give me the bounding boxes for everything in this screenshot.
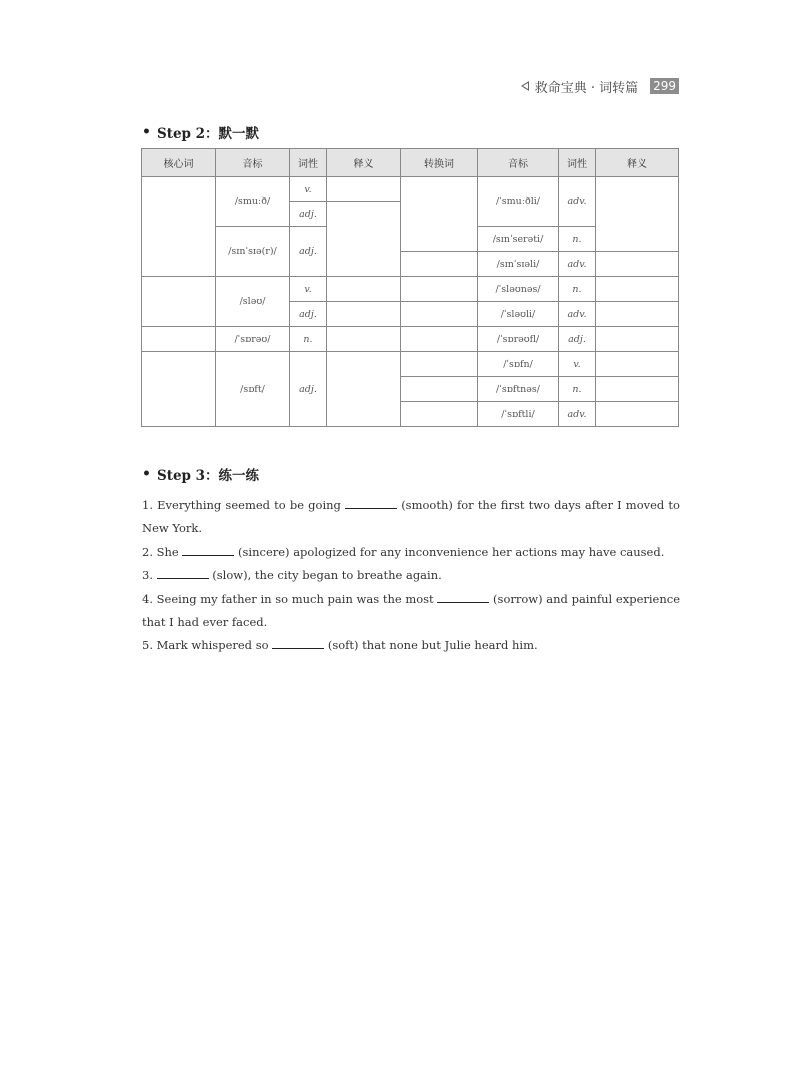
blank-converted-word-cell[interactable] <box>401 402 478 427</box>
exercise-text-before: 4. Seeing my father in so much pain was the most <box>142 591 438 606</box>
converted-pos-cell: adj. <box>559 327 596 352</box>
blank-converted-word-cell[interactable] <box>401 377 478 402</box>
table-row <box>142 277 679 302</box>
converted-phonetic-cell: /sɪnˈsɪəli/ <box>478 252 559 277</box>
blank-converted-meaning-cell[interactable] <box>596 352 679 377</box>
col-header-meaning: 释义 <box>327 149 401 177</box>
pos-cell: adj. <box>290 227 327 277</box>
running-header <box>521 76 679 96</box>
blank-meaning-cell[interactable] <box>327 352 401 427</box>
answer-blank[interactable] <box>437 590 489 603</box>
table-row <box>142 327 679 352</box>
col-header-converted-word: 转换词 <box>401 149 478 177</box>
step3-heading <box>142 464 259 484</box>
converted-phonetic-cell: /ˈsɒrəʊfl/ <box>478 327 559 352</box>
blank-converted-meaning-cell[interactable] <box>596 177 679 252</box>
blank-core-word-cell[interactable] <box>142 277 216 327</box>
blank-meaning-cell[interactable] <box>327 327 401 352</box>
table-row <box>142 177 679 202</box>
pos-cell: adj. <box>290 302 327 327</box>
exercise-text-before: 1. Everything seemed to be going <box>142 498 346 512</box>
phonetic-cell: /sləʊ/ <box>216 277 290 327</box>
converted-phonetic-cell: /ˈsmuːðli/ <box>478 177 559 227</box>
blank-converted-word-cell[interactable] <box>401 177 478 252</box>
converted-pos-cell: n. <box>559 227 596 252</box>
converted-phonetic-cell: /ˈsɒftli/ <box>478 402 559 427</box>
converted-phonetic-cell: /ˈsləʊnəs/ <box>478 277 559 302</box>
step3-title: Step 3：练一练 <box>156 468 260 484</box>
blank-converted-meaning-cell[interactable] <box>596 302 679 327</box>
exercise-item <box>142 588 680 635</box>
col-header-converted-phonetic: 音标 <box>478 149 559 177</box>
converted-phonetic-cell: /ˈsɒftnəs/ <box>478 377 559 402</box>
blank-core-word-cell[interactable] <box>142 352 216 427</box>
blank-core-word-cell[interactable] <box>142 177 216 277</box>
blank-meaning-cell[interactable] <box>327 177 401 202</box>
converted-pos-cell: n. <box>559 277 596 302</box>
vocab-table <box>141 148 679 427</box>
blank-converted-word-cell[interactable] <box>401 352 478 377</box>
blank-converted-word-cell[interactable] <box>401 302 478 327</box>
pos-cell: n. <box>290 327 327 352</box>
step2-title: Step 2：默一默 <box>156 126 260 142</box>
answer-blank[interactable] <box>272 636 324 649</box>
col-header-converted-pos: 词性 <box>559 149 596 177</box>
exercise-text-after: (smooth) for the first two days after I moved to New York. <box>142 498 680 536</box>
converted-pos-cell: adv. <box>559 402 596 427</box>
col-header-pos: 词性 <box>290 149 327 177</box>
col-header-core-word: 核心词 <box>142 149 216 177</box>
blank-converted-word-cell[interactable] <box>401 277 478 302</box>
phonetic-cell: /ˈsɒrəʊ/ <box>216 327 290 352</box>
exercise-item <box>142 634 680 657</box>
phonetic-cell: /sɒft/ <box>216 352 290 427</box>
blank-converted-word-cell[interactable] <box>401 327 478 352</box>
exercise-text-before: 5. Mark whispered so <box>142 638 273 653</box>
converted-pos-cell: adv. <box>559 177 596 227</box>
converted-phonetic-cell: /sɪnˈserəti/ <box>478 227 559 252</box>
col-header-converted-meaning: 释义 <box>596 149 679 177</box>
step2-bullet: • <box>142 124 151 140</box>
phonetic-cell: /sɪnˈsɪə(r)/ <box>216 227 290 277</box>
blank-converted-meaning-cell[interactable] <box>596 252 679 277</box>
header-title: 救命宝典 · 词转篇 <box>534 80 639 96</box>
exercise-text-after: (sorrow) and painful experience that I had ever faced. <box>142 591 681 630</box>
pos-cell: v. <box>290 277 327 302</box>
step2-heading <box>142 122 259 142</box>
exercise-text-after: (slow), the city began to breathe again. <box>208 568 442 583</box>
converted-pos-cell: v. <box>559 352 596 377</box>
converted-pos-cell: n. <box>559 377 596 402</box>
page-number: 299 <box>650 78 679 94</box>
exercise-list <box>142 494 680 658</box>
answer-blank[interactable] <box>182 543 234 556</box>
blank-converted-meaning-cell[interactable] <box>596 402 679 427</box>
blank-converted-meaning-cell[interactable] <box>596 377 679 402</box>
converted-pos-cell: adv. <box>559 302 596 327</box>
pos-cell: v. <box>290 177 327 202</box>
phonetic-cell: /smuːð/ <box>216 177 290 227</box>
blank-meaning-cell[interactable] <box>327 277 401 302</box>
exercise-item <box>142 564 680 587</box>
exercise-text-after: (soft) that none but Julie heard him. <box>324 638 538 653</box>
table-header-row <box>142 149 679 177</box>
answer-blank[interactable] <box>157 566 209 579</box>
step3-bullet: • <box>142 466 151 482</box>
answer-blank[interactable] <box>345 496 397 509</box>
converted-pos-cell: adv. <box>559 252 596 277</box>
blank-converted-meaning-cell[interactable] <box>596 327 679 352</box>
blank-core-word-cell[interactable] <box>142 327 216 352</box>
exercise-item <box>142 541 680 564</box>
pos-cell: adj. <box>290 352 327 427</box>
converted-phonetic-cell: /ˈsləʊli/ <box>478 302 559 327</box>
blank-meaning-cell[interactable] <box>327 202 401 277</box>
exercise-text-before: 3. <box>142 568 157 583</box>
col-header-phonetic: 音标 <box>216 149 290 177</box>
watermark: ​ <box>600 866 603 876</box>
triangle-left-icon <box>521 81 529 91</box>
exercise-text-before: 2. She <box>142 544 183 559</box>
converted-phonetic-cell: /ˈsɒfn/ <box>478 352 559 377</box>
blank-converted-meaning-cell[interactable] <box>596 277 679 302</box>
exercise-text-after: (sincere) apologized for any inconvenience her actions may have caused. <box>234 544 665 559</box>
exercise-item <box>142 494 680 541</box>
table-row <box>142 352 679 377</box>
blank-converted-word-cell[interactable] <box>401 252 478 277</box>
blank-meaning-cell[interactable] <box>327 302 401 327</box>
pos-cell: adj. <box>290 202 327 227</box>
